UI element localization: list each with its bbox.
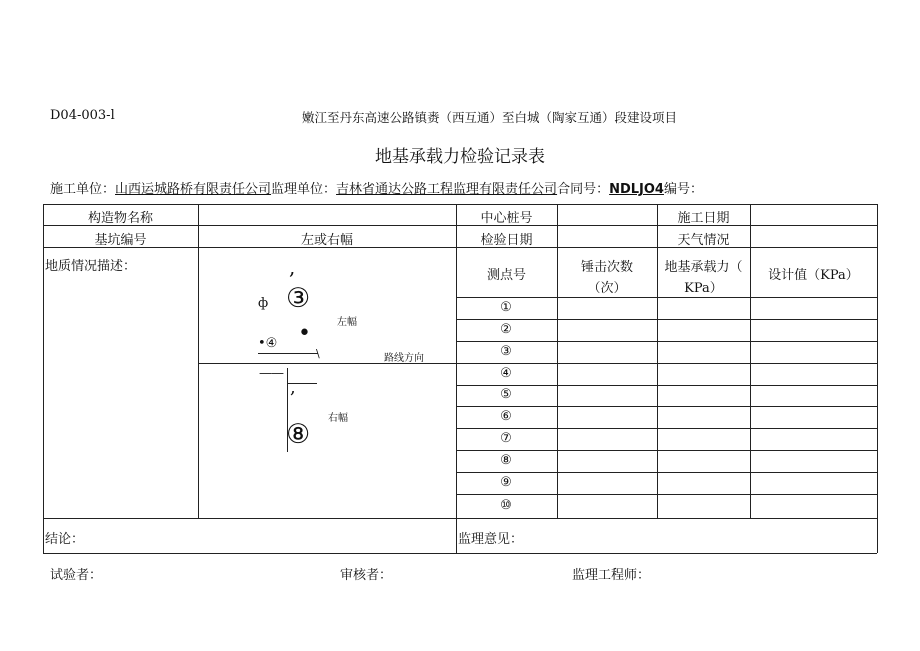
col-bearing-header	[657, 257, 750, 299]
diagram-backslash: \	[316, 347, 320, 360]
row-line	[456, 319, 877, 320]
col-hammer-line1: 锤击次数	[580, 260, 633, 275]
inspection-date-label: 检验日期	[480, 233, 533, 248]
point-4: ④	[500, 366, 512, 381]
table-border-top	[43, 204, 877, 205]
supervision-opinion-label: 监理意见：	[458, 532, 524, 547]
row-line	[456, 472, 877, 473]
col-design-header: 设计值（KPa）	[768, 268, 859, 283]
point-1: ①	[500, 300, 512, 315]
diagram-dash: ——	[259, 366, 283, 381]
document-code: D04-003-l	[50, 108, 115, 123]
table-border-left	[43, 204, 44, 553]
pit-number-label: 基坑编号	[94, 233, 147, 248]
construction-date-label: 施工日期	[677, 211, 730, 226]
point-6: ⑥	[500, 409, 512, 424]
right-lane-label: 右幅	[328, 413, 348, 424]
construction-unit-value: 山西运城路桥有限责任公司	[115, 182, 272, 197]
col-hammer-line2: （次）	[587, 281, 627, 296]
point-8: ⑧	[500, 453, 512, 468]
row-line	[456, 341, 877, 342]
col-bearing-line1: 地基承载力（	[664, 260, 743, 275]
info-line	[50, 178, 703, 197]
construction-unit-label: 施工单位：	[50, 182, 116, 197]
col-bearing-line2: KPa）	[684, 281, 723, 296]
row-line	[456, 494, 877, 495]
row-line	[198, 363, 877, 364]
row-line	[456, 428, 877, 429]
col-line	[657, 204, 658, 518]
structure-name-label: 构造物名称	[87, 211, 153, 226]
table-border-right	[877, 204, 878, 553]
col-line	[750, 204, 751, 518]
phi-symbol: ф	[258, 296, 269, 311]
diagram-line	[258, 353, 318, 354]
form-title: 地基承载力检验记录表	[375, 147, 545, 167]
diagram-comma: ,	[290, 377, 296, 398]
row-line	[456, 385, 877, 386]
point-10: ⑩	[500, 498, 512, 513]
supervision-unit-value: 吉林省通达公路工程监理有限责任公司	[336, 182, 558, 197]
engineer-signature-label: 监理工程师：	[572, 568, 651, 583]
col-line	[198, 204, 199, 518]
row-line	[456, 450, 877, 451]
dot-marker: •	[298, 321, 311, 346]
point-8-marker: ⑧	[286, 419, 311, 450]
conclusion-label: 结论：	[45, 532, 85, 547]
point-2: ②	[500, 322, 512, 337]
route-direction-label: 路线方向	[384, 353, 424, 364]
col-line	[557, 204, 558, 518]
col-point-header: 测点号	[486, 268, 526, 283]
point-7: ⑦	[500, 431, 512, 446]
supervision-unit-label: 监理单位：	[271, 182, 337, 197]
center-stake-label: 中心桩号	[480, 211, 533, 226]
col-hammer-header	[557, 257, 657, 299]
project-name: 嫩江至丹东高速公路镇赉（西互通）至白城（陶家互通）段建设项目	[302, 110, 678, 125]
point-4-marker: •④	[258, 336, 278, 351]
diagram-comma: ,	[289, 255, 296, 279]
reviewer-signature-label: 审核者：	[340, 568, 393, 583]
contract-label: 合同号：	[557, 182, 610, 197]
point-3: ③	[500, 344, 512, 359]
point-5: ⑤	[500, 387, 512, 402]
left-lane-label: 左幅	[337, 317, 357, 328]
row-line	[456, 406, 877, 407]
point-3-marker: ③	[286, 283, 311, 314]
contract-value: NDLJO4	[609, 182, 664, 197]
point-9: ⑨	[500, 475, 512, 490]
tester-signature-label: 试验者：	[50, 568, 103, 583]
number-label: 编号：	[663, 182, 703, 197]
weather-label: 天气情况	[677, 233, 730, 248]
row-line	[43, 518, 877, 519]
table-border-bottom	[43, 553, 877, 554]
pit-number-value: 左或右幅	[300, 233, 353, 248]
geology-label: 地质情况描述：	[45, 259, 137, 274]
